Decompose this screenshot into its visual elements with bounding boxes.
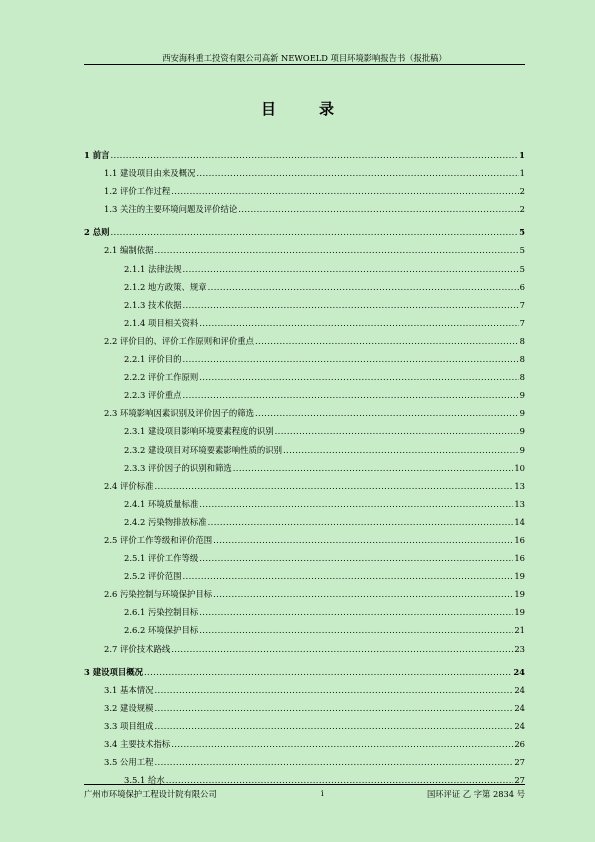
toc-leader-dots (154, 477, 513, 495)
toc-entry-page: 10 (514, 462, 525, 473)
toc-leader-dots (199, 495, 513, 513)
footer-rule (84, 784, 525, 785)
toc-entry[interactable] (84, 549, 525, 567)
toc-leader-dots (213, 531, 513, 549)
toc-leader-dots (182, 260, 518, 278)
toc-entry[interactable] (84, 260, 525, 278)
toc-entry-title: 2 总则 (84, 227, 110, 238)
toc-entry[interactable] (84, 603, 525, 621)
toc-entry-title: 1.1 建设项目由来及概况 (104, 168, 196, 179)
toc-leader-dots (208, 513, 514, 531)
toc-leader-dots (199, 621, 513, 639)
toc-leader-dots (182, 567, 513, 585)
toc-entry-page: 8 (519, 354, 525, 365)
toc-leader-dots (154, 753, 513, 771)
toc-leader-dots (166, 771, 514, 789)
toc-entry[interactable] (84, 585, 525, 603)
toc-leader-dots (171, 182, 518, 200)
toc-entry[interactable] (84, 513, 525, 531)
toc-leader-dots (275, 422, 519, 440)
toc-entry-page: 19 (514, 571, 525, 582)
toc-leader-dots (144, 663, 512, 681)
toc-entry-title: 2.1.4 项目相关资料 (124, 317, 199, 328)
toc-entry-title: 2.7 评价技术路线 (104, 643, 171, 654)
toc-entry-title: 1.2 评价工作过程 (104, 186, 171, 197)
toc-entry-page: 1 (519, 150, 525, 160)
toc-entry[interactable] (84, 278, 525, 296)
toc-entry[interactable] (84, 200, 525, 218)
toc-entry[interactable] (84, 531, 525, 549)
toc-entry-page: 9 (519, 408, 525, 419)
toc-leader-dots (154, 681, 513, 699)
toc-entry[interactable] (84, 717, 525, 735)
toc-leader-dots (238, 200, 518, 218)
toc-entry-title: 3 建设项目概况 (84, 666, 143, 677)
toc-entry-page: 13 (514, 498, 525, 509)
toc-entry[interactable] (84, 164, 525, 182)
toc-entry-title: 3.3 项目组成 (104, 720, 154, 731)
footer-company: 广州市环境保护工程设计院有限公司 (84, 789, 217, 799)
toc-entry-page: 19 (514, 589, 525, 600)
toc-entry-page: 16 (514, 553, 525, 564)
toc-entry-title: 2.6.2 环境保护目标 (124, 625, 199, 636)
toc-entry-page: 13 (514, 480, 525, 491)
toc-entry[interactable] (84, 567, 525, 585)
toc-entry-page: 27 (514, 757, 525, 768)
toc-leader-dots (182, 350, 518, 368)
toc-entry-page: 2 (519, 186, 525, 197)
toc-entry[interactable] (84, 621, 525, 639)
toc-entry-title: 2.1.1 法律法规 (124, 263, 182, 274)
toc-title: 目 录 (260, 100, 348, 118)
toc-entry-page: 9 (519, 390, 525, 401)
toc-leader-dots (171, 735, 513, 753)
toc-entry-page: 7 (519, 317, 525, 328)
toc-entry[interactable] (84, 441, 525, 459)
toc-entry[interactable] (84, 314, 525, 332)
toc-entry[interactable] (84, 771, 525, 789)
toc-entry-title: 3.2 建设规模 (104, 702, 154, 713)
toc-entry-title: 2.6.1 污染控制目标 (124, 607, 199, 618)
toc-entry-title: 2.2.1 评价目的 (124, 354, 182, 365)
toc-entry-title: 2.1.3 技术依据 (124, 299, 182, 310)
toc-entry[interactable] (84, 735, 525, 753)
toc-entry-page: 14 (514, 516, 525, 527)
toc-entry[interactable] (84, 753, 525, 771)
toc-leader-dots (182, 296, 518, 314)
toc-leader-dots (111, 146, 519, 164)
toc-leader-dots (154, 699, 513, 717)
footer-certificate: 国环评证 乙 字第 2834 号 (426, 789, 525, 799)
toc-leader-dots (255, 332, 519, 350)
toc-entry[interactable] (84, 368, 525, 386)
toc-entry-page: 6 (519, 281, 525, 292)
toc-leader-dots (199, 549, 513, 567)
page-header: 西安海科重工投资有限公司高新 NEWOELD 项目环境影响报告书（报批稿） (162, 53, 447, 63)
toc-entry-title: 2.4.2 污染物排放标准 (124, 516, 207, 527)
toc-leader-dots (199, 603, 513, 621)
toc-entry-page: 5 (519, 263, 525, 274)
toc-entry[interactable] (84, 182, 525, 200)
toc-entry[interactable] (84, 663, 525, 681)
toc-entry-page: 24 (514, 720, 525, 731)
toc-entry[interactable] (84, 477, 525, 495)
toc-entry-title: 2.1.2 地方政策、规章 (124, 281, 207, 292)
toc-leader-dots (111, 223, 519, 241)
toc-leader-dots (154, 717, 513, 735)
toc-entry-title: 2.4.1 环境质量标准 (124, 498, 199, 509)
toc-leader-dots (182, 386, 518, 404)
toc-entry-title: 2.2.3 评价重点 (124, 390, 182, 401)
toc-entry-title: 2.4 评价标准 (104, 480, 154, 491)
toc-entry-page: 24 (513, 666, 525, 677)
toc-entry-title: 2.5.2 评价范围 (124, 571, 182, 582)
toc-entry-title: 3.4 主要技术指标 (104, 739, 171, 749)
toc-entry-title: 2.5 评价工作等级和评价范围 (104, 534, 213, 545)
toc-entry-page: 16 (514, 534, 525, 545)
toc-entry-page: 9 (519, 444, 525, 455)
toc-entry-page: 8 (519, 372, 525, 383)
toc-leader-dots (199, 314, 518, 332)
toc-entry-page: 23 (514, 643, 525, 654)
toc-entry-title: 3.5 公用工程 (104, 757, 154, 768)
toc-entry-page: 2 (519, 204, 525, 215)
toc-leader-dots (196, 164, 518, 182)
toc-entry-page: 24 (514, 702, 525, 713)
toc-entry[interactable] (84, 332, 525, 350)
toc-entry-title: 3.5.1 给水 (124, 775, 165, 786)
toc-entry-page: 1 (519, 168, 525, 179)
toc-entry-title: 2.2.2 评价工作原则 (124, 372, 199, 383)
toc-entry-page: 9 (519, 426, 525, 437)
toc-leader-dots (255, 404, 519, 422)
toc-entry[interactable] (84, 422, 525, 440)
toc-entry[interactable] (84, 640, 525, 658)
toc-entry[interactable] (84, 241, 525, 259)
toc-entry[interactable] (84, 495, 525, 513)
toc-entry-title: 3.1 基本情况 (104, 684, 154, 695)
toc-entry-page: 8 (519, 335, 525, 346)
toc-entry-title: 1 前言 (84, 150, 110, 160)
toc-entry-page: 27 (514, 775, 525, 786)
toc-entry[interactable] (84, 459, 525, 477)
toc-leader-dots (199, 368, 518, 386)
toc-entry[interactable] (84, 681, 525, 699)
toc-entry-title: 2.6 污染控制与环境保护目标 (104, 589, 213, 600)
toc-entry[interactable] (84, 404, 525, 422)
toc-entry-title: 2.3.1 建设项目影响环境要素程度的识别 (124, 426, 274, 437)
toc-entry-page: 26 (514, 739, 525, 749)
toc-entry[interactable] (84, 296, 525, 314)
toc-entry[interactable] (84, 386, 525, 404)
footer-page-number: i (321, 788, 324, 798)
toc-leader-dots (233, 459, 514, 477)
toc-entry-title: 2.3 环境影响因素识别及评价因子的筛选 (104, 408, 254, 419)
toc-entry[interactable] (84, 699, 525, 717)
toc-entry[interactable] (84, 350, 525, 368)
toc-entry-title: 2.2 评价目的、评价工作原则和评价重点 (104, 335, 254, 346)
toc-leader-dots (283, 441, 519, 459)
toc-entry-page: 7 (519, 299, 525, 310)
toc-entry[interactable] (84, 146, 525, 164)
toc-entry-page: 19 (514, 607, 525, 618)
toc-entry-title: 2.5.1 评价工作等级 (124, 553, 199, 564)
toc-entry-title: 2.3.2 建设项目对环境要素影响性质的识别 (124, 444, 282, 455)
toc-entry-page: 5 (519, 245, 525, 256)
toc-entry-page: 21 (514, 625, 525, 636)
header-rule (84, 64, 525, 65)
toc-entry-page: 5 (519, 227, 525, 238)
toc-entry-title: 1.3 关注的主要环境问题及评价结论 (104, 204, 238, 215)
toc-leader-dots (154, 241, 518, 259)
toc-entry-page: 24 (514, 684, 525, 695)
toc-entry[interactable] (84, 223, 525, 241)
table-of-contents (84, 146, 525, 789)
toc-leader-dots (208, 278, 519, 296)
toc-entry-title: 2.3.3 评价因子的识别和筛选 (124, 462, 232, 473)
toc-entry-title: 2.1 编制依据 (104, 245, 154, 256)
toc-leader-dots (171, 640, 513, 658)
toc-leader-dots (213, 585, 513, 603)
